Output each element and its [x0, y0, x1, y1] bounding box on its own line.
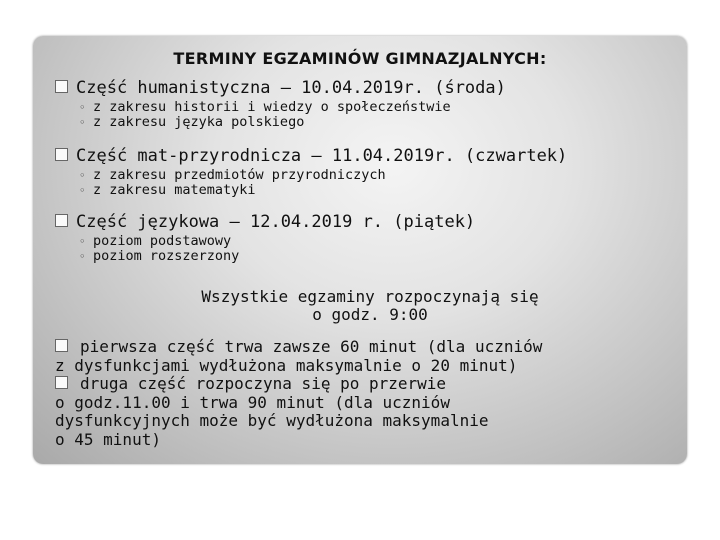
section-heading: Część językowa – 12.04.2019 r. (piątek) [55, 212, 475, 232]
checkbox-bullet-icon [55, 148, 68, 161]
point-second-part [55, 375, 685, 449]
circle-bullet-icon: ◦ [79, 101, 86, 114]
list-item: ◦ z zakresu przedmiotów przyrodniczych [79, 167, 386, 183]
point-line: druga część rozpoczyna się po przerwie [55, 375, 685, 394]
point-line: dysfunkcyjnych może być wydłużona maksymalnie [55, 411, 489, 430]
section-heading: Część mat-przyrodnicza – 11.04.2019r. (czwartek) [55, 146, 567, 166]
slide-title: TERMINY EGZAMINÓW GIMNAZJALNYCH: [173, 49, 547, 68]
circle-bullet-icon: ◦ [79, 169, 86, 182]
point-line: z dysfunkcjami wydłużona maksymalnie o 20 minut) [55, 355, 518, 375]
list-item: ◦ z zakresu historii i wiedzy o społeczeństwie [79, 99, 451, 115]
checkbox-bullet-icon [55, 376, 68, 389]
list-item: ◦ poziom rozszerzony [79, 248, 240, 264]
circle-bullet-icon: ◦ [79, 235, 86, 248]
checkbox-bullet-icon [55, 80, 68, 93]
point-line: pierwsza część trwa zawsze 60 minut (dla uczniów [55, 338, 685, 357]
list-item: ◦ z zakresu języka polskiego [79, 114, 305, 130]
list-item: ◦ z zakresu matematyki [79, 182, 256, 198]
point-line: o godz.11.00 i trwa 90 minut (dla uczniów [55, 392, 450, 412]
section-math-science [55, 146, 567, 198]
point-first-part [55, 338, 685, 375]
checkbox-bullet-icon [55, 214, 68, 227]
section-humanities [55, 78, 506, 130]
list-item: ◦ poziom podstawowy [79, 233, 232, 249]
circle-bullet-icon: ◦ [79, 116, 86, 129]
checkbox-bullet-icon [55, 339, 68, 352]
section-heading: Część humanistyczna – 10.04.2019r. (środa) [55, 78, 506, 98]
start-time-note [0, 288, 720, 324]
note-line: o godz. 9:00 [312, 305, 428, 324]
section-language [55, 212, 475, 264]
note-line: Wszystkie egzaminy rozpoczynają się [201, 287, 539, 306]
circle-bullet-icon: ◦ [79, 250, 86, 263]
point-line: o 45 minut) [55, 429, 161, 449]
circle-bullet-icon: ◦ [79, 184, 86, 197]
